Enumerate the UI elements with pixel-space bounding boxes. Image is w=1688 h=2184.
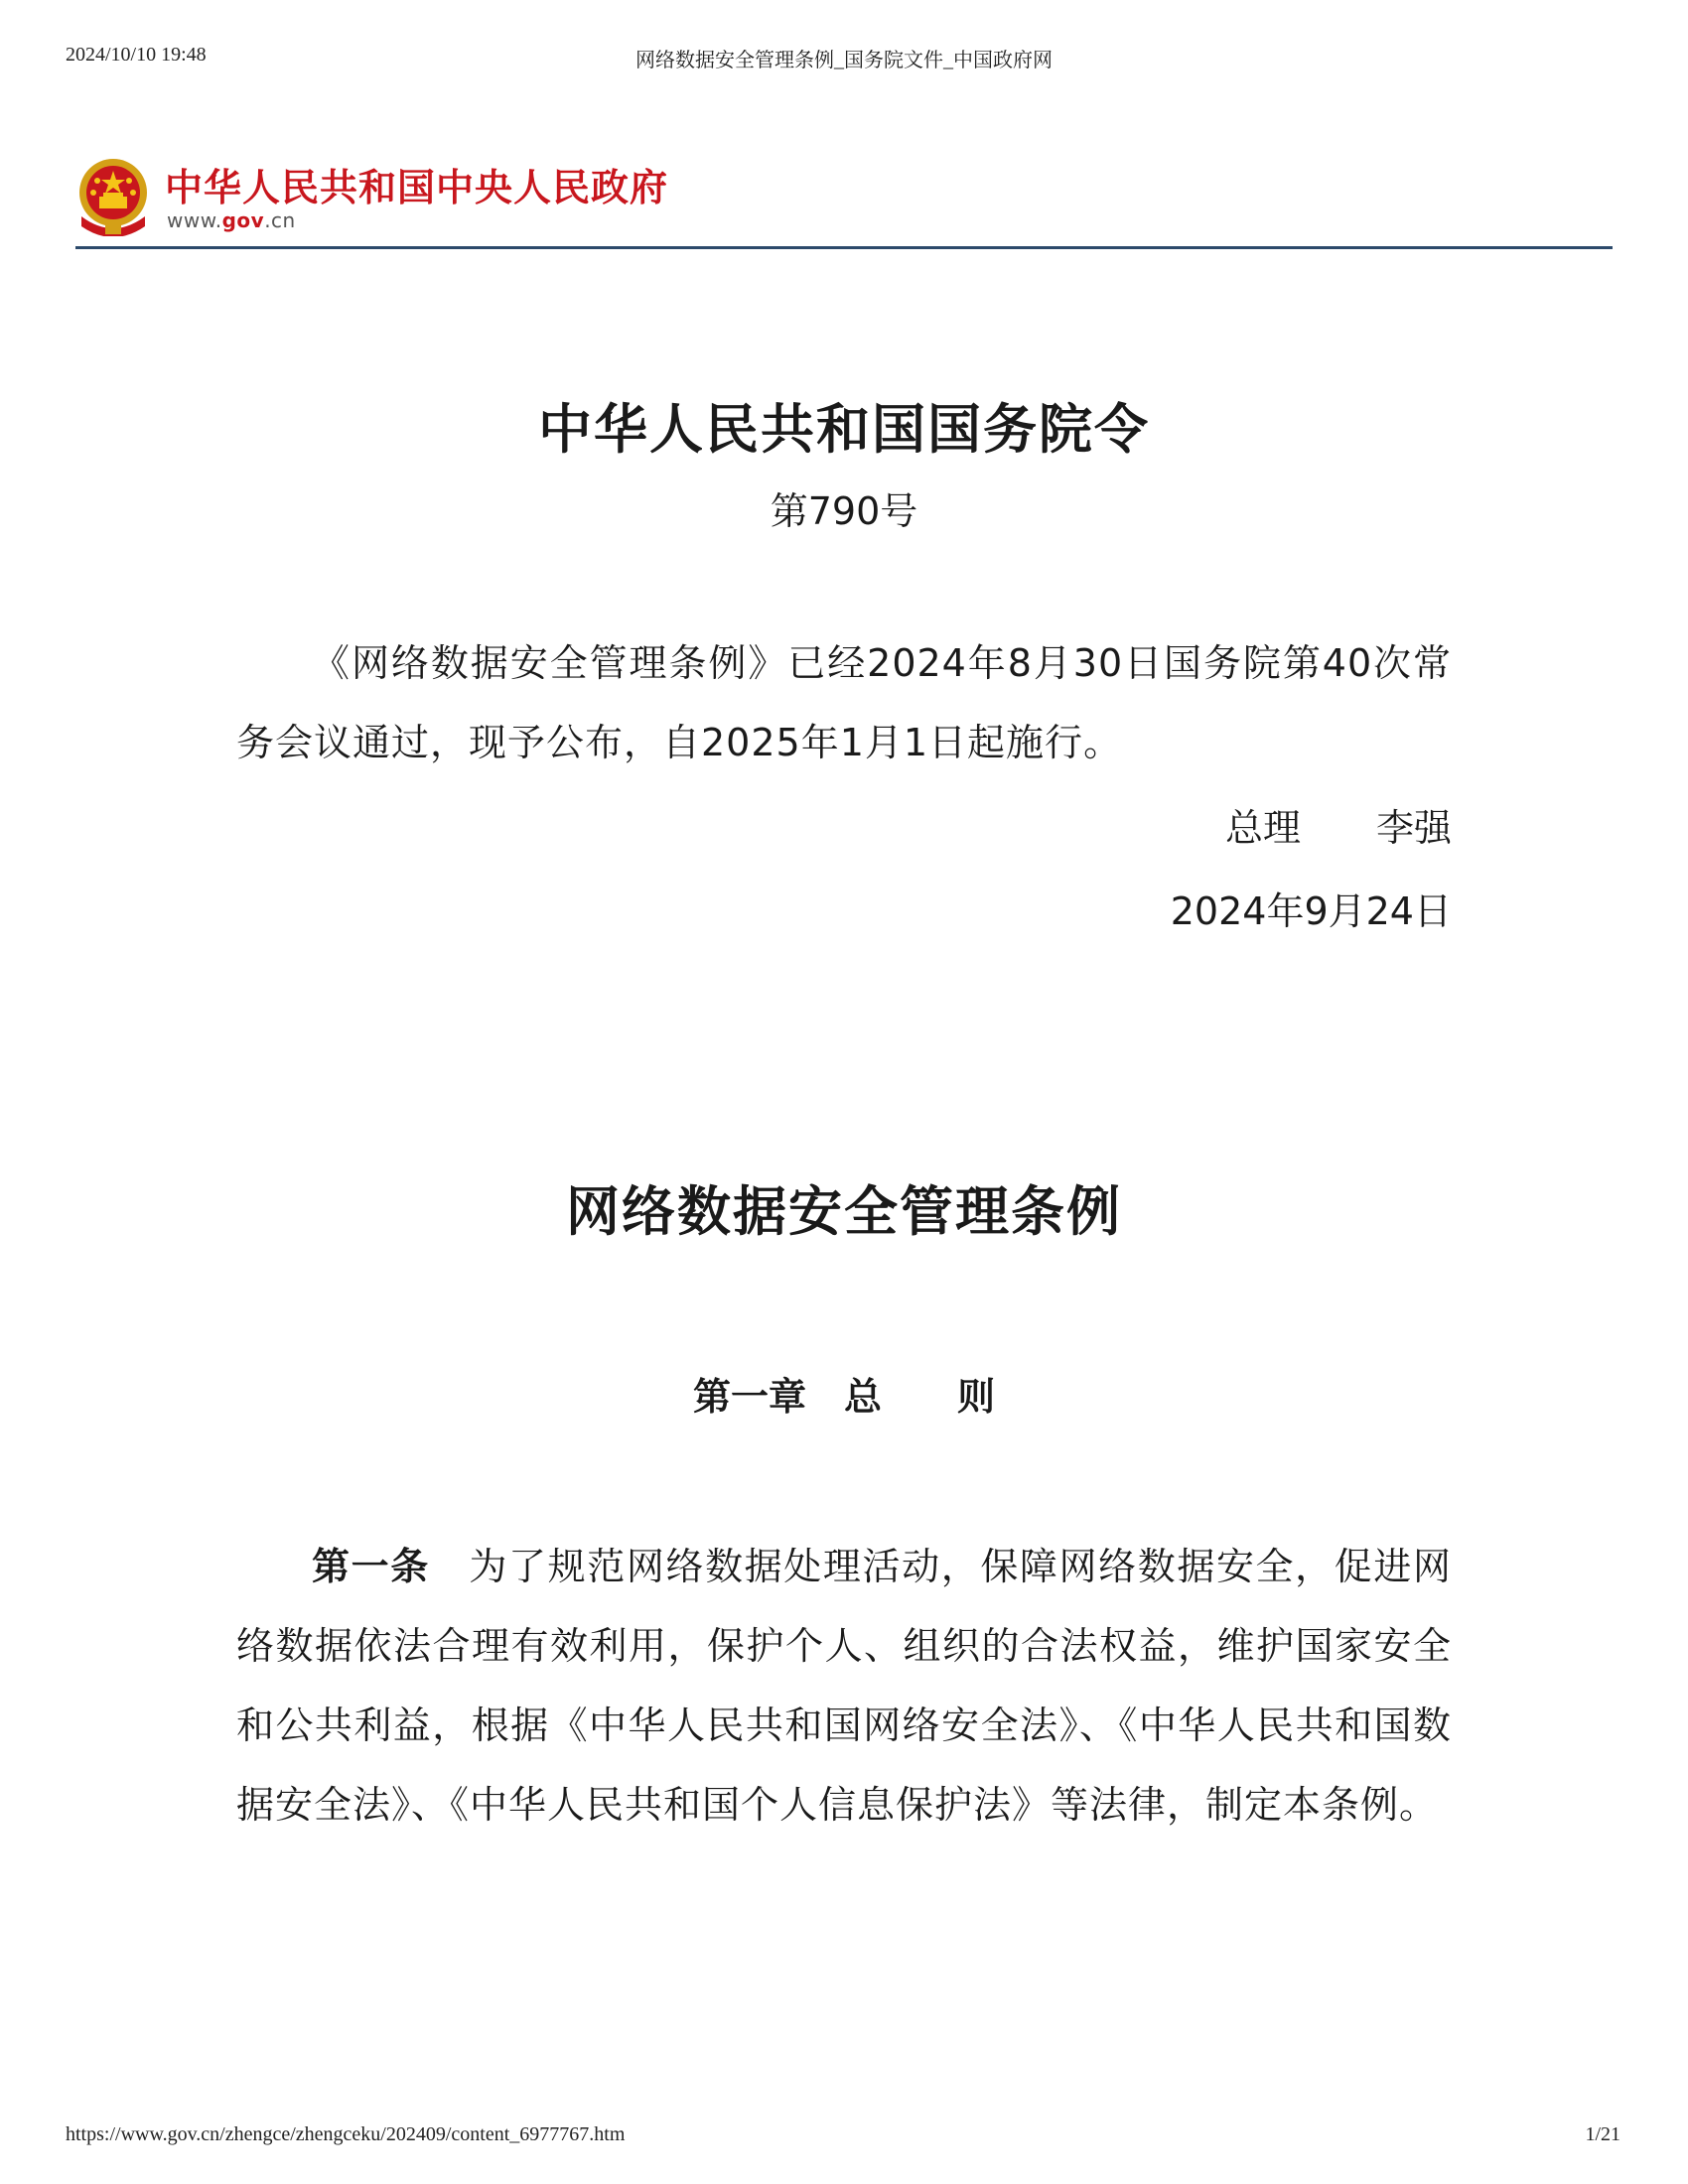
site-url-suffix: .cn: [264, 208, 296, 232]
order-title: 中华人民共和国国务院令: [538, 398, 1150, 461]
article-label: 第一条: [312, 1545, 430, 1588]
print-page-title: 网络数据安全管理条例_国务院文件_中国政府网: [635, 50, 1053, 71]
signing-date: 2024年9月24日: [1170, 889, 1452, 933]
print-datetime: 2024/10/10 19:48: [66, 44, 207, 66]
order-body-paragraph: 《网络数据安全管理条例》已经2024年8月30日国务院第40次常务会议通过，现予公布，自2025年1月1日起施行。: [236, 641, 1452, 764]
site-url-prefix: www.: [167, 208, 222, 232]
order-number: 第790号: [770, 489, 918, 533]
regulation-title: 网络数据安全管理条例: [566, 1180, 1122, 1243]
header-divider: [75, 246, 1613, 249]
site-header: [75, 151, 1613, 250]
article-text: 为了规范网络数据处理活动，保障网络数据安全，促进网络数据依法合理有效利用，保护个人、组织的合法权益，维护国家安全和公共利益，根据《中华人民共和国网络安全法》、《中华人民共和国数据安全法》、《中华人民共和国个人信息保护法》等法律，制定本条例。: [236, 1545, 1452, 1827]
site-title[interactable]: 中华人民共和国中央人民政府: [165, 166, 669, 209]
national-emblem-icon: [75, 157, 151, 236]
print-header: [0, 44, 1688, 73]
site-url[interactable]: [167, 208, 296, 232]
chapter-heading: 第一章 总 则: [692, 1375, 995, 1419]
site-url-domain: gov: [221, 208, 265, 232]
print-url: https://www.gov.cn/zhengce/zhengceku/202409/content_6977767.htm: [66, 2123, 626, 2145]
print-footer: [0, 2123, 1688, 2153]
print-page-number: 1/21: [1585, 2123, 1620, 2145]
article-paragraph: [236, 1527, 1452, 1844]
signer: 总理 李强: [1224, 806, 1452, 850]
